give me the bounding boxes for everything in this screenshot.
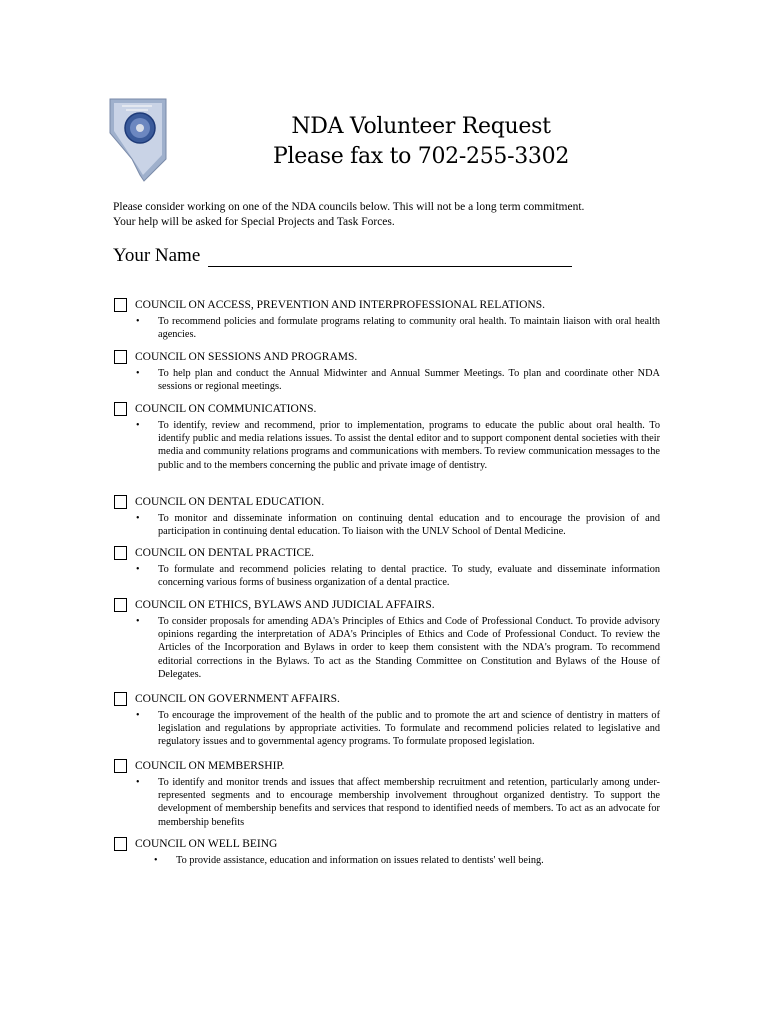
council-title: COUNCIL ON COMMUNICATIONS. bbox=[135, 403, 317, 415]
council-sessions-programs bbox=[114, 350, 660, 393]
name-label: Your Name bbox=[113, 245, 201, 266]
council-title: COUNCIL ON DENTAL EDUCATION. bbox=[135, 496, 325, 508]
title-line-2: Please fax to 702-255-3302 bbox=[272, 144, 570, 169]
council-title: COUNCIL ON SESSIONS AND PROGRAMS. bbox=[135, 351, 358, 363]
council-dental-education bbox=[114, 495, 660, 538]
council-communications bbox=[114, 402, 660, 472]
name-input-line[interactable] bbox=[208, 250, 572, 267]
council-title: COUNCIL ON ETHICS, BYLAWS AND JUDICIAL AFFAIRS. bbox=[135, 599, 435, 611]
name-field bbox=[113, 245, 572, 267]
intro-line-2: Your help will be asked for Special Projects and Task Forces. bbox=[113, 216, 395, 228]
council-description: • To identify, review and recommend, prior to implementation, programs to educate the public about oral health. To identify public and media relations issues. To assist the dental editor and to support component dental societies with their media and community relations programs and communications with members. To review communication messages to the public and to the members concerning the public and private image of dentistry. bbox=[158, 419, 660, 472]
council-description: • To recommend policies and formulate programs relating to community oral health. To maintain liaison with oral health agencies. bbox=[158, 315, 660, 341]
checkbox[interactable] bbox=[114, 759, 127, 773]
council-description: • To formulate and recommend policies relating to dental practice. To study, evaluate and disseminate information concerning various forms of business organization of a dental practice. bbox=[158, 563, 660, 589]
checkbox[interactable] bbox=[114, 350, 127, 364]
council-description: • To identify and monitor trends and issues that affect membership recruitment and retention, particularly among under-represented segments and to encourage membership involvement throughout organized dentistry. To support the development of membership benefits and services that respond to identified needs of members. To act as an advocate for membership benefits bbox=[158, 776, 660, 829]
council-membership bbox=[114, 759, 660, 829]
council-ethics-bylaws bbox=[114, 598, 660, 681]
checkbox[interactable] bbox=[114, 546, 127, 560]
council-dental-practice bbox=[114, 546, 660, 589]
council-well-being bbox=[114, 837, 660, 867]
title-line-1: NDA Volunteer Request bbox=[291, 114, 551, 139]
council-title: COUNCIL ON WELL BEING bbox=[135, 838, 278, 850]
checkbox[interactable] bbox=[114, 598, 127, 612]
council-description: • To monitor and disseminate information on continuing dental education and to encourage the provision of and participation in continuing dental education. To liaison with the UNLV School of Dental Medicine. bbox=[158, 512, 660, 538]
checkbox[interactable] bbox=[114, 495, 127, 509]
council-government-affairs bbox=[114, 692, 660, 749]
checkbox[interactable] bbox=[114, 402, 127, 416]
council-title: COUNCIL ON MEMBERSHIP. bbox=[135, 760, 285, 772]
council-title: COUNCIL ON DENTAL PRACTICE. bbox=[135, 547, 315, 559]
nda-logo bbox=[104, 97, 168, 183]
council-access-prevention bbox=[114, 298, 660, 341]
council-description: • To help plan and conduct the Annual Midwinter and Annual Summer Meetings. To plan and coordinate other NDA sessions or regional meetings. bbox=[158, 367, 660, 393]
council-description: • To encourage the improvement of the health of the public and to promote the art and science of dentistry in matters of legislation and regulations by appropriate activities. To formulate and recommend policies related to legislative and regulatory issues and to governmental agency programs. To formulate proposed legislation. bbox=[158, 709, 660, 749]
checkbox[interactable] bbox=[114, 298, 127, 312]
council-title: COUNCIL ON GOVERNMENT AFFAIRS. bbox=[135, 693, 340, 705]
intro-line-1: Please consider working on one of the NDA councils below. This will not be a long term commitment. bbox=[113, 201, 585, 213]
council-description: • To consider proposals for amending ADA's Principles of Ethics and Code of Professional Conduct. To provide advisory opinions regarding the interpretation of ADA's Principles of Ethics and Code of Professional Conduct. To review the Articles of the Incorporation and Bylaws in order to keep them consistent with the NDA's program. To recommend editorial corrections in the Bylaws. To act as the Standing Committee on Constitution and Bylaws of the House of Delegates. bbox=[158, 615, 660, 681]
checkbox[interactable] bbox=[114, 837, 127, 851]
council-title: COUNCIL ON ACCESS, PREVENTION AND INTERPROFESSIONAL RELATIONS. bbox=[135, 299, 545, 311]
checkbox[interactable] bbox=[114, 692, 127, 706]
council-description: • To provide assistance, education and information on issues related to dentists' well being. bbox=[176, 854, 660, 867]
intro-text bbox=[113, 200, 673, 230]
